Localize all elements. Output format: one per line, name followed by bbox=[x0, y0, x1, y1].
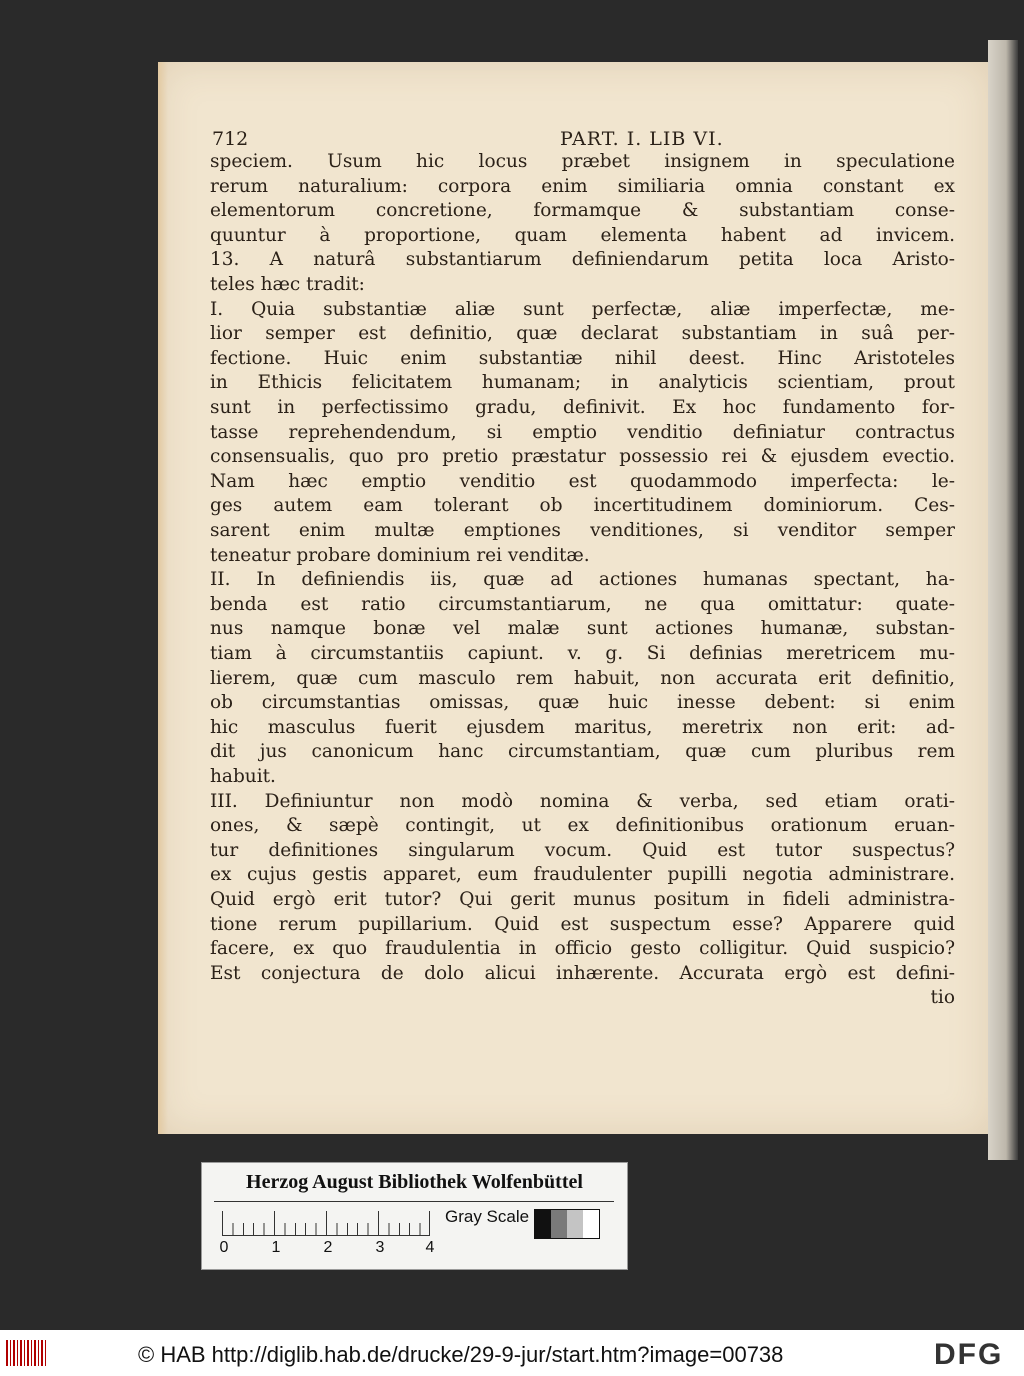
measure-ruler bbox=[222, 1211, 430, 1236]
text-line: tione rerum pupillarium. Quid est suspectum esse? Apparere quid bbox=[210, 913, 955, 935]
page-edge-shadow bbox=[158, 62, 168, 1134]
text-line: rerum naturalium: corpora enim similiaria omnia constant ex bbox=[210, 175, 955, 197]
dfg-logo: DFG bbox=[934, 1338, 1004, 1371]
text-line: speciem. Usum hic locus præbet insignem in speculatione bbox=[210, 151, 955, 172]
library-name: Herzog August Bibliothek Wolfenbüttel bbox=[246, 1171, 583, 1193]
running-title: PART. I. LIB VI. bbox=[560, 128, 724, 150]
text-line: dit jus canonicum hanc circumstantiam, quæ cum pluribus rem bbox=[210, 741, 955, 763]
text-line: ob circumstantias omissas, quæ huic inesse debent: si enim bbox=[210, 692, 955, 714]
copyright-link[interactable]: © HAB http://diglib.hab.de/drucke/29-9-jur/start.htm?image=00738 bbox=[138, 1342, 784, 1367]
text-line: III. Definiuntur non modò nomina & verba, sed etiam orati- bbox=[210, 790, 955, 812]
text-line: hic masculus fuerit ejusdem maritus, meretrix non erit: ad- bbox=[210, 716, 955, 738]
text-line: tiam à circumstantiis capiunt. v. g. Si definias meretricem mu- bbox=[210, 643, 955, 664]
text-line: sunt in perfectissimo gradu, definivit. Ex hoc fundamento for- bbox=[210, 397, 955, 418]
text-line: teles hæc tradit: bbox=[210, 274, 365, 295]
ruler-major-tick bbox=[222, 1211, 223, 1235]
text-line: elementorum concretione, formamque & substantiam conse- bbox=[210, 200, 955, 222]
text-line: teneatur probare dominium rei venditæ. bbox=[210, 544, 590, 566]
ruler-major-tick bbox=[326, 1211, 327, 1235]
gray-patch bbox=[567, 1210, 583, 1238]
color-scale-card bbox=[201, 1162, 628, 1270]
text-line: facere, ex quo fraudulentia in officio gesto colligitur. Quid suspicio? bbox=[210, 938, 955, 960]
ruler-major-tick bbox=[429, 1211, 430, 1235]
barcode-icon bbox=[6, 1340, 46, 1366]
text-line: tur definitiones singularum vocum. Quid est tutor suspectus? bbox=[210, 839, 955, 861]
text-line: benda est ratio circumstantiarum, ne qua omittatur: quate- bbox=[210, 593, 955, 615]
text-line: lierem, quæ cum masculo rem habuit, non accurata erit definitio, bbox=[210, 667, 955, 689]
scale-number: 2 bbox=[323, 1239, 333, 1256]
text-line: lior semper est definitio, quæ declarat substantiam in suâ per- bbox=[210, 323, 955, 345]
text-line: Est conjectura de dolo alicui inhærente. Accurata ergò est defini- bbox=[210, 962, 955, 984]
text-line: II. In definiendis iis, quæ ad actiones humanas spectant, ha- bbox=[210, 569, 955, 591]
scale-number: 0 bbox=[219, 1239, 229, 1256]
text-line: tio bbox=[930, 987, 955, 1009]
ruler-major-tick bbox=[378, 1211, 379, 1235]
text-line: consensualis, quo pro pretio præstatur possessio rei & ejusdem evectio. bbox=[210, 446, 955, 468]
text-line: quuntur à proportione, quam elementa habent ad invicem. bbox=[210, 224, 955, 246]
gray-scale-patches bbox=[534, 1209, 600, 1239]
text-line: ones, & sæpè contingit, ut ex definitionibus orationum eruan- bbox=[210, 815, 955, 837]
gray-patch bbox=[535, 1210, 551, 1238]
text-line: ex cujus gestis apparet, eum fraudulenter pupilli negotia administrare. bbox=[210, 864, 955, 886]
text-line: habuit. bbox=[210, 766, 276, 787]
text-line: tasse reprehendendum, si emptio venditio definiatur contractus bbox=[210, 421, 955, 443]
footer-bar bbox=[0, 1330, 1024, 1376]
gray-scale-label: Gray Scale bbox=[445, 1207, 530, 1226]
scale-number: 3 bbox=[375, 1239, 385, 1256]
text-line: Nam hæc emptio venditio est quodammodo imperfecta: le- bbox=[210, 470, 955, 492]
text-line: Quid ergò erit tutor? Qui gerit munus positum in fideli administra- bbox=[210, 889, 955, 910]
scale-number: 4 bbox=[425, 1239, 435, 1256]
running-head bbox=[212, 128, 952, 152]
book-edge bbox=[988, 40, 1018, 1160]
text-line: nus namque bonæ vel malæ sunt actiones humanæ, substan- bbox=[210, 618, 955, 640]
text-line: ges autem eam tolerant ob incertitudinem dominiorum. Ces- bbox=[210, 495, 955, 517]
gray-patch bbox=[551, 1210, 567, 1238]
text-line: I. Quia substantiæ aliæ sunt perfectæ, aliæ imperfectæ, me- bbox=[210, 298, 955, 320]
text-line: 13. A naturâ substantiarum definiendarum petita loca Aristo- bbox=[210, 249, 955, 271]
text-line: fectione. Huic enim substantiæ nihil deest. Hinc Aristoteles bbox=[210, 347, 955, 369]
text-line: sarent enim multæ emptiones venditiones, si venditor semper bbox=[210, 520, 955, 541]
text-line: in Ethicis felicitatem humanam; in analyticis scientiam, prout bbox=[210, 372, 955, 394]
page-number: 712 bbox=[212, 128, 249, 150]
gray-patch bbox=[583, 1210, 599, 1238]
scale-number: 1 bbox=[271, 1239, 281, 1256]
ruler-major-tick bbox=[274, 1211, 275, 1235]
card-divider bbox=[214, 1201, 614, 1202]
